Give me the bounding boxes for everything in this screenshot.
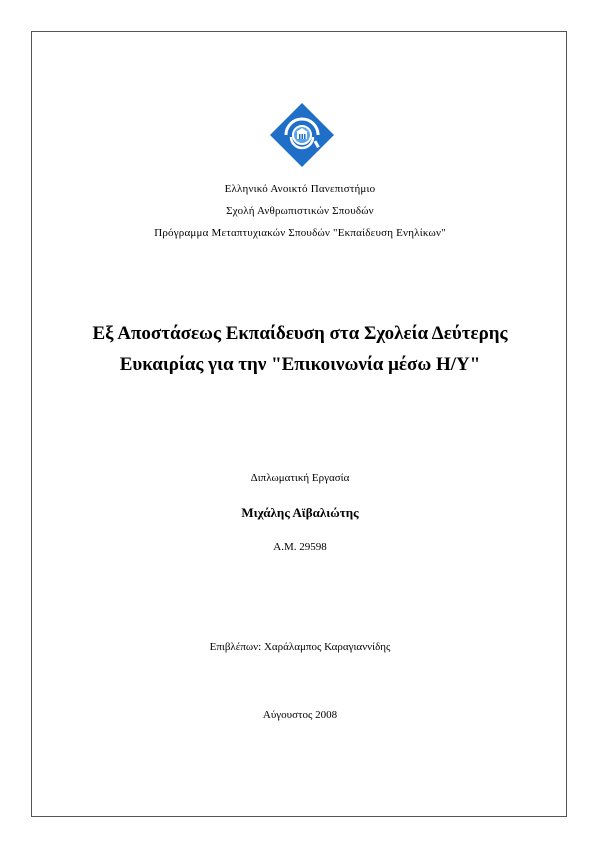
author-name: Μιχάλης Αϊβαλιώτης <box>241 505 359 520</box>
thesis-title-line2: Ευκαιρίας για την "Επικοινωνία μέσω Η/Υ" <box>119 354 481 375</box>
date: Αύγουστος 2008 <box>262 709 338 721</box>
program-name: Πρόγραμμα Μεταπτυχιακών Σπουδών "Εκπαίδευση Ενηλίκων" <box>154 227 446 239</box>
university-name: Ελληνικό Ανοικτό Πανεπιστήμιο <box>224 183 376 195</box>
thesis-type: Διπλωματική Εργασία <box>250 472 350 484</box>
thesis-title-line1: Εξ Αποστάσεως Εκπαίδευση στα Σχολεία Δεύτερης <box>92 323 508 344</box>
eap-logo-icon <box>268 101 336 169</box>
supervisor: Επιβλέπων: Χαράλαμπος Καραγιαννίδης <box>209 641 391 653</box>
school-name: Σχολή Ανθρωπιστικών Σπουδών <box>226 205 374 217</box>
student-id: Α.Μ. 29598 <box>273 541 327 553</box>
